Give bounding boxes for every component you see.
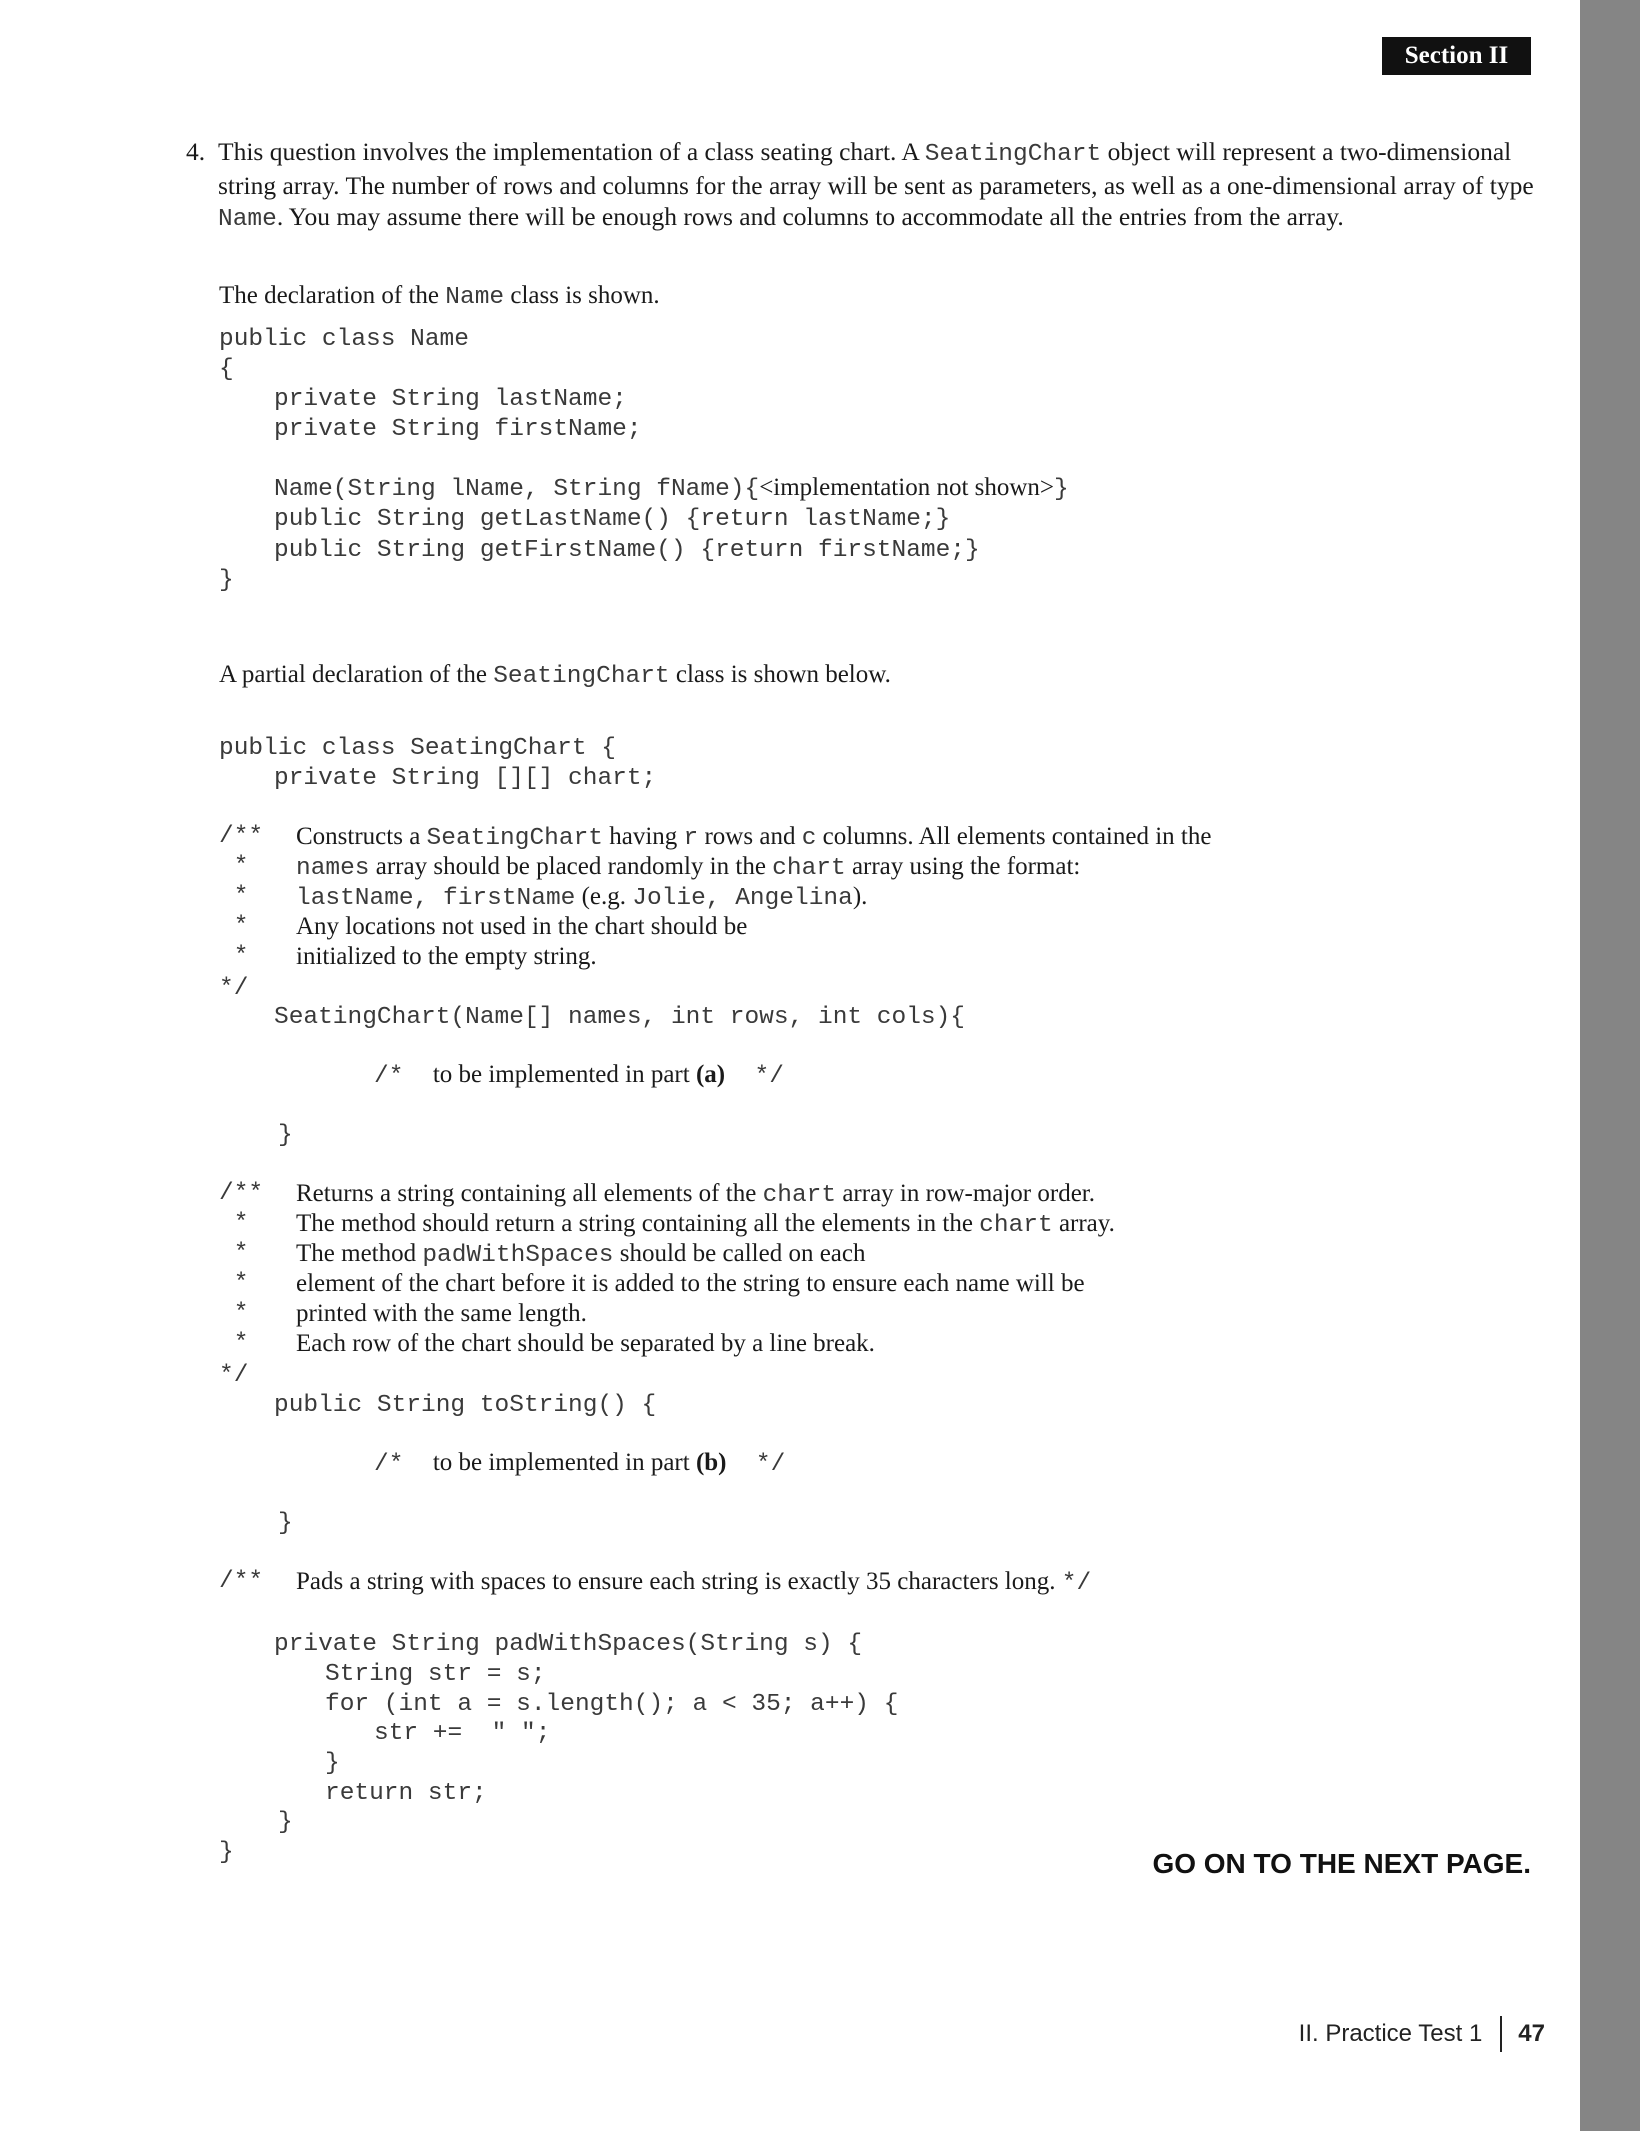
question-intro bbox=[186, 136, 1536, 235]
text-fragment: columns. All elements contained in the bbox=[816, 823, 1212, 850]
code-fragment: /* bbox=[374, 1063, 433, 1090]
listing-line bbox=[296, 880, 867, 914]
code-fragment: Name bbox=[445, 284, 505, 311]
listing-line bbox=[219, 279, 660, 313]
code-fragment: } bbox=[278, 1809, 293, 1836]
listing-line bbox=[219, 1834, 234, 1868]
text-fragment: rows and bbox=[698, 823, 802, 850]
code-fragment: chart bbox=[979, 1212, 1053, 1239]
text-fragment: (e.g. bbox=[575, 883, 633, 910]
text-fragment: initialized to the empty string. bbox=[296, 943, 597, 970]
listing-line bbox=[296, 1327, 875, 1361]
code-fragment: c bbox=[801, 825, 817, 852]
code-fragment: public String toString() { bbox=[274, 1392, 657, 1419]
section-label: Section II bbox=[1382, 37, 1531, 75]
code-fragment: public String getFirstName() {return firstName;} bbox=[274, 537, 980, 564]
listing-line bbox=[274, 999, 965, 1033]
page-footer bbox=[1299, 2016, 1545, 2052]
listing-line bbox=[374, 1715, 550, 1749]
text-fragment: array. bbox=[1052, 1210, 1115, 1237]
listing-line bbox=[278, 1117, 293, 1151]
listing-line bbox=[274, 760, 656, 794]
code-fragment: } bbox=[325, 1750, 340, 1777]
code-fragment: } bbox=[278, 1122, 293, 1149]
code-fragment: } bbox=[219, 567, 234, 594]
comment-marker: * bbox=[219, 853, 249, 880]
code-fragment: names bbox=[296, 855, 370, 882]
code-fragment: public class Name bbox=[219, 326, 469, 353]
code-fragment: SeatingChart bbox=[426, 825, 603, 852]
code-fragment: private String lastName; bbox=[274, 386, 627, 413]
text-fragment: Each row of the chart should be separated by a line break. bbox=[296, 1330, 875, 1357]
listing-line bbox=[296, 1237, 866, 1271]
listing-line bbox=[296, 1177, 1095, 1211]
comment-marker: * bbox=[219, 1270, 249, 1297]
listing-line bbox=[296, 1267, 1085, 1301]
listing-line bbox=[278, 1804, 293, 1838]
listing-line bbox=[219, 351, 234, 385]
code-fragment: } bbox=[278, 1510, 293, 1537]
code-fragment: SeatingChart bbox=[924, 141, 1102, 168]
listing-line bbox=[274, 501, 950, 535]
code-fragment: chart bbox=[772, 855, 846, 882]
code-fragment: padWithSpaces bbox=[422, 1242, 614, 1269]
listing-line bbox=[274, 1387, 656, 1421]
code-fragment: SeatingChart(Name[] names, int rows, int cols){ bbox=[274, 1004, 966, 1031]
listing-line bbox=[296, 1297, 587, 1331]
code-fragment: private String [][] chart; bbox=[274, 765, 657, 792]
listing-line bbox=[374, 1446, 785, 1480]
text-fragment: class is shown below. bbox=[669, 661, 891, 688]
code-fragment: public class SeatingChart { bbox=[219, 735, 616, 762]
listing-line bbox=[296, 850, 1080, 884]
code-fragment: private String firstName; bbox=[274, 416, 642, 443]
text-fragment: array in row-major order. bbox=[836, 1180, 1096, 1207]
listing-line bbox=[296, 1207, 1115, 1241]
listing-line bbox=[296, 940, 597, 974]
code-fragment: chart bbox=[762, 1182, 837, 1209]
text-fragment: to be implemented in part bbox=[432, 1449, 696, 1476]
listing-line bbox=[374, 1058, 784, 1092]
text-fragment: A partial declaration of the bbox=[219, 661, 494, 688]
code-fragment: } bbox=[219, 1839, 234, 1866]
code-fragment: */ bbox=[1061, 1570, 1092, 1597]
text-fragment: ). bbox=[852, 883, 868, 910]
text-fragment: This question involves the implementation of a class seating chart. A bbox=[218, 137, 925, 166]
listing-line bbox=[325, 1775, 487, 1809]
code-fragment: */ bbox=[219, 1362, 249, 1389]
code-fragment: private String padWithSpaces(String s) { bbox=[274, 1631, 863, 1658]
text-fragment: The method bbox=[296, 1240, 423, 1267]
listing-line bbox=[219, 562, 234, 596]
text-fragment: . You may assume there will be enough rows and columns to accommodate all the entries from the array. bbox=[276, 202, 1344, 231]
text-fragment: <implementation not shown> bbox=[759, 474, 1055, 501]
text-fragment: object will represent a two-dimensional string array. The number of rows and columns for the array will be sent as parameters, as well as a one-dimensional array of type bbox=[218, 137, 1534, 200]
listing-line bbox=[219, 321, 469, 355]
footer-divider bbox=[1500, 2016, 1502, 2052]
comment-marker: * bbox=[219, 1300, 249, 1327]
text-fragment: should be called on each bbox=[613, 1240, 866, 1267]
listing-line bbox=[325, 1745, 340, 1779]
text-fragment: Pads a string with spaces to ensure each string is exactly 35 characters long. bbox=[296, 1568, 1062, 1595]
text-fragment: class is shown. bbox=[504, 282, 660, 309]
text-fragment: to be implemented in part bbox=[432, 1061, 696, 1088]
code-fragment: public String getLastName() {return lastName;} bbox=[274, 506, 951, 533]
comment-marker: * bbox=[219, 1240, 249, 1267]
code-fragment: */ bbox=[725, 1063, 784, 1090]
comment-marker: * bbox=[219, 883, 249, 910]
comment-marker: /** bbox=[219, 823, 264, 850]
code-fragment: r bbox=[683, 825, 699, 852]
text-fragment: having bbox=[602, 823, 684, 850]
listing-line bbox=[274, 532, 980, 566]
text-fragment: The declaration of the bbox=[219, 282, 446, 309]
code-fragment: /* bbox=[374, 1451, 433, 1478]
listing-line bbox=[219, 730, 616, 764]
listing-line bbox=[274, 1626, 862, 1660]
text-fragment: array using the format: bbox=[845, 853, 1081, 880]
question-number: 4. bbox=[186, 137, 206, 166]
text-fragment: array should be placed randomly in the bbox=[369, 853, 773, 880]
text-fragment: (a) bbox=[695, 1061, 726, 1088]
code-fragment: } bbox=[1054, 476, 1069, 503]
listing-line bbox=[219, 658, 891, 692]
code-fragment: SeatingChart bbox=[493, 663, 670, 690]
chapter-label: II. Practice Test 1 bbox=[1298, 2020, 1483, 2047]
question-text bbox=[218, 136, 1536, 235]
code-fragment: Name bbox=[218, 206, 277, 233]
code-fragment: { bbox=[219, 356, 234, 383]
code-fragment: Jolie, Angelina bbox=[632, 885, 853, 912]
code-fragment: for (int a = s.length(); a < 35; a++) { bbox=[325, 1691, 899, 1718]
listing-line bbox=[325, 1656, 546, 1690]
code-fragment: return str; bbox=[325, 1780, 487, 1807]
comment-marker: * bbox=[219, 1210, 249, 1237]
comment-marker: /** bbox=[219, 1568, 264, 1595]
comment-marker: * bbox=[219, 913, 249, 940]
listing-line bbox=[296, 1565, 1091, 1599]
comment-marker: /** bbox=[219, 1180, 264, 1207]
text-fragment: The method should return a string containing all the elements in the bbox=[296, 1210, 980, 1237]
listing-line bbox=[296, 820, 1211, 854]
comment-marker: * bbox=[219, 1330, 249, 1357]
comment-marker: * bbox=[219, 943, 249, 970]
code-fragment: */ bbox=[219, 975, 249, 1002]
text-fragment: printed with the same length. bbox=[296, 1300, 587, 1327]
listing-line bbox=[274, 381, 627, 415]
page-edge-tab bbox=[1580, 0, 1640, 2131]
page-number: 47 bbox=[1518, 2020, 1545, 2047]
listing-line bbox=[278, 1505, 293, 1539]
code-fragment: lastName, firstName bbox=[296, 885, 576, 912]
code-fragment: String str = s; bbox=[325, 1661, 546, 1688]
code-fragment: Name(String lName, String fName){ bbox=[274, 476, 760, 503]
listing-line bbox=[219, 970, 248, 1004]
text-fragment: Constructs a bbox=[296, 823, 427, 850]
listing-line bbox=[219, 1357, 248, 1391]
text-fragment: Any locations not used in the chart should be bbox=[296, 913, 748, 940]
listing-line bbox=[274, 471, 1069, 505]
go-on-notice: GO ON TO THE NEXT PAGE. bbox=[1152, 1848, 1531, 1879]
listing-line bbox=[296, 910, 747, 944]
code-fragment: str += " "; bbox=[374, 1720, 551, 1747]
listing-line bbox=[274, 411, 642, 445]
code-fragment: */ bbox=[726, 1451, 786, 1478]
text-fragment: element of the chart before it is added to the string to ensure each name will be bbox=[296, 1270, 1085, 1297]
text-fragment: Returns a string containing all elements of the bbox=[296, 1180, 763, 1207]
text-fragment: (b) bbox=[695, 1449, 727, 1476]
